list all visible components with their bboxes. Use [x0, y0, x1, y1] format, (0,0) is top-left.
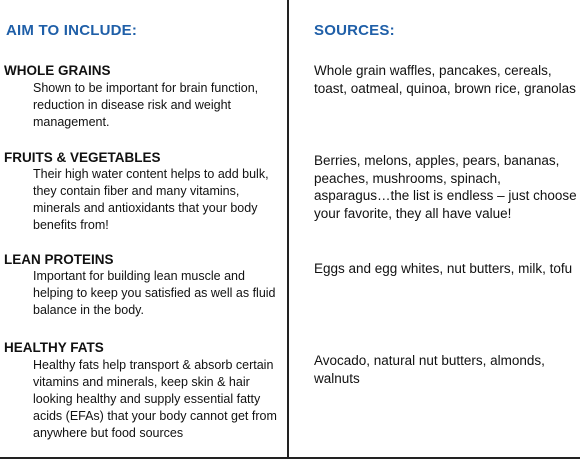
sources-lean-proteins: Eggs and egg whites, nut butters, milk, tofu	[314, 261, 573, 276]
sources-fruits-vegetables: Berries, melons, apples, pears, bananas, peaches, mushrooms, spinach, asparagus…the list is endless – just choose your favorite, they all have value!	[314, 153, 577, 221]
sources-header: SOURCES:	[314, 22, 395, 39]
aim-header: AIM TO INCLUDE:	[6, 22, 138, 39]
category-desc-healthy-fats: Healthy fats help transport & absorb certain vitamins and minerals, keep skin & hair looking healthy and supply essential fatty acids (EFAs) that your body cannot get from anywhere but food sources	[33, 358, 277, 440]
column-divider	[287, 0, 289, 459]
category-desc-fruits-vegetables: Their high water content helps to add bulk, they contain fiber and many vitamins, minerals and antioxidants that your body benefits from!	[33, 167, 269, 232]
sources-healthy-fats: Avocado, natural nut butters, almonds, walnuts	[314, 353, 545, 386]
sources-whole-grains: Whole grain waffles, pancakes, cereals, toast, oatmeal, quinoa, brown rice, granolas	[314, 63, 576, 96]
category-title-fruits-vegetables: FRUITS & VEGETABLES	[4, 150, 161, 165]
category-title-whole-grains: WHOLE GRAINS	[4, 63, 111, 78]
category-title-lean-proteins: LEAN PROTEINS	[4, 252, 114, 267]
category-desc-lean-proteins: Important for building lean muscle and helping to keep you satisfied as well as fluid balance in the body.	[33, 269, 276, 317]
category-desc-whole-grains: Shown to be important for brain function, reduction in disease risk and weight management.	[33, 81, 259, 129]
category-title-healthy-fats: HEALTHY FATS	[4, 340, 104, 355]
